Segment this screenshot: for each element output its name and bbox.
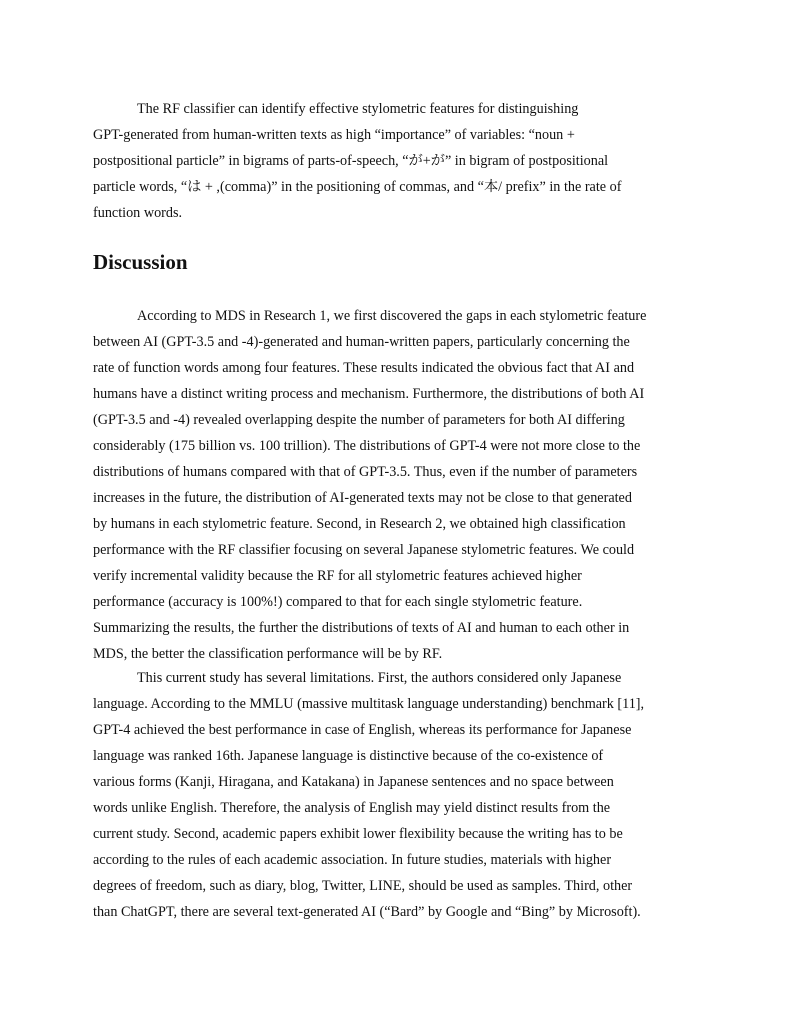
discussion-line: performance (accuracy is 100%!) compared to that for each single stylometric feature. (93, 594, 583, 610)
discussion-line: between AI (GPT-3.5 and -4)-generated and human-written papers, particularly concerning the (93, 334, 630, 350)
discussion-line: This current study has several limitations. First, the authors considered only Japanese (137, 670, 622, 686)
discussion-line: MDS, the better the classification performance will be by RF. (93, 646, 443, 662)
discussion-line: performance with the RF classifier focusing on several Japanese stylometric features. We could (93, 542, 635, 558)
intro-line: GPT-generated from human-written texts as high “importance” of variables: “noun + (93, 127, 575, 143)
intro-line: postpositional particle” in bigrams of parts-of-speech, “が+が” in bigram of postpositional (93, 153, 609, 169)
discussion-line: current study. Second, academic papers exhibit lower flexibility because the writing has to be (93, 826, 623, 842)
discussion-line: verify incremental validity because the RF for all stylometric features achieved higher (93, 568, 582, 584)
discussion-line: Summarizing the results, the further the distributions of texts of AI and human to each other in (93, 620, 630, 636)
discussion-line: According to MDS in Research 1, we first discovered the gaps in each stylometric feature (137, 308, 647, 324)
intro-line: particle words, “は + ,(comma)” in the positioning of commas, and “本/ prefix” in the rate of (93, 179, 622, 195)
discussion-line: according to the rules of each academic association. In future studies, materials with higher (93, 852, 612, 868)
discussion-line: by humans in each stylometric feature. Second, in Research 2, we obtained high classification (93, 516, 626, 532)
discussion-line: than ChatGPT, there are several text-generated AI (“Bard” by Google and “Bing” by Microsoft). (93, 904, 641, 920)
discussion-line: language. According to the MMLU (massive multitask language understanding) benchmark [11], (93, 696, 645, 712)
discussion-line: (GPT-3.5 and -4) revealed overlapping despite the number of parameters for both AI differing (93, 412, 625, 428)
discussion-line: increases in the future, the distribution of AI-generated texts may not be close to that generated (93, 490, 632, 506)
discussion-line: humans have a distinct writing process and mechanism. Furthermore, the distributions of both AI (93, 386, 645, 402)
discussion-line: words unlike English. Therefore, the analysis of English may yield distinct results from the (93, 800, 611, 816)
intro-line: function words. (93, 205, 183, 221)
discussion-line: various forms (Kanji, Hiragana, and Katakana) in Japanese sentences and no space between (93, 774, 614, 790)
discussion-line: distributions of humans compared with that of GPT-3.5. Thus, even if the number of parameters (93, 464, 638, 480)
discussion-line: GPT-4 achieved the best performance in case of English, whereas its performance for Japanese (93, 722, 632, 738)
intro-line: The RF classifier can identify effective stylometric features for distinguishing (137, 101, 579, 117)
discussion-line: language was ranked 16th. Japanese language is distinctive because of the co-existence of (93, 748, 604, 764)
discussion-line: considerably (175 billion vs. 100 trillion). The distributions of GPT-4 were not more close to the (93, 438, 641, 454)
discussion-line: degrees of freedom, such as diary, blog, Twitter, LINE, should be used as samples. Third, other (93, 878, 633, 894)
discussion-line: rate of function words among four features. These results indicated the obvious fact that AI and (93, 360, 635, 376)
section-heading: Discussion (93, 250, 188, 274)
